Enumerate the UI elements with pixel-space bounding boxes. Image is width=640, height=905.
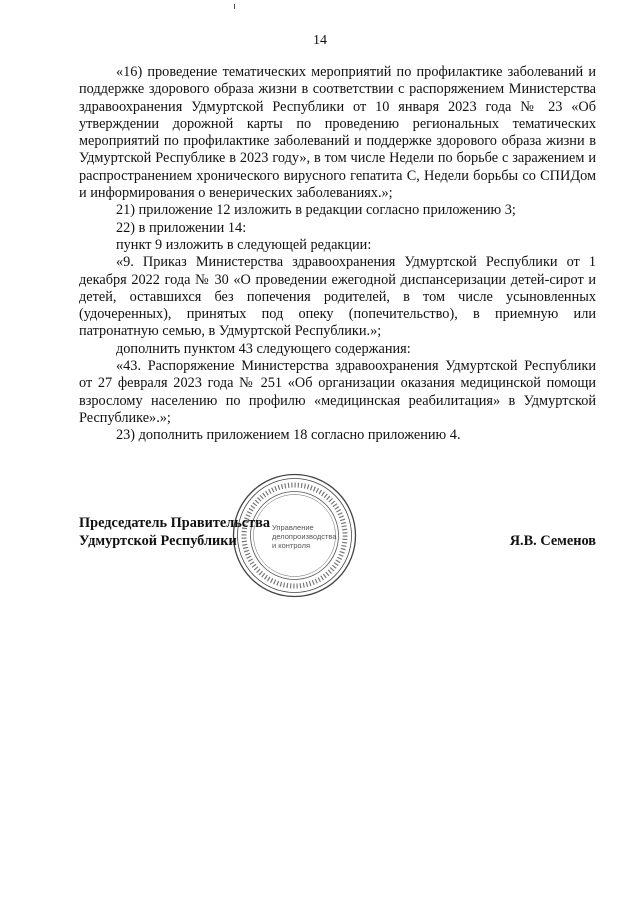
paragraph-point-9: «9. Приказ Министерства здравоохранения Удмуртской Республики от 1 декабря 2022 года № 30 «О проведении ежегодной диспансеризации детей-сирот и детей, оставшихся без попечения родителей, в том числе усыновленных (удочеренных), принятых под опеку (попечительство), в приемную или патронатную семью, в Удмуртской Республики.»; [79, 254, 596, 340]
signatory-title-line2: Удмуртской Республики [79, 533, 237, 549]
seal-inner-text: Управление делопроизводства и контроля [272, 523, 337, 550]
signatory-name: Я.В. Семенов [509, 533, 596, 549]
paragraph-item-23: 23) дополнить приложением 18 согласно приложению 4. [116, 427, 461, 444]
scan-mark [234, 4, 235, 9]
document-body [79, 64, 596, 445]
signatory-title-line1: Председатель Правительства [79, 515, 271, 531]
paragraph-item-22: 22) в приложении 14: [116, 219, 247, 236]
paragraph-point-9-intro: пункт 9 изложить в следующей редакции: [116, 236, 372, 253]
paragraph-item-16: «16) проведение тематических мероприятий по профилактике заболеваний и поддержке здорового образа жизни в соответствии с распоряжением Министерства здравоохранения Удмуртской Республики от 10 января 2023 года № 23 «Об утверждении дорожной карты по проведению региональных тематических мероприятий по профилактике заболеваний и поддержке здорового образа жизни в Удмуртской Республике в 2023 году», в том числе Недели по борьбе с заражением и распространением хронического вирусного гепатита С, Недели борьбы со СПИДом и информирования о венерических заболеваниях.»; [79, 64, 596, 202]
paragraph-item-21: 21) приложение 12 изложить в редакции согласно приложению 3; [116, 202, 516, 219]
page-number: 14 [313, 33, 327, 48]
paragraph-point-43-intro: дополнить пунктом 43 следующего содержания: [116, 340, 411, 357]
signature-block [79, 514, 596, 550]
paragraph-point-43: «43. Распоряжение Министерства здравоохранения Удмуртской Республики от 27 февраля 2023 года № 251 «Об организации оказания медицинской помощи взрослому населению по профилю «медицинская реабилитация» в Удмуртской Республике».»; [79, 358, 596, 426]
